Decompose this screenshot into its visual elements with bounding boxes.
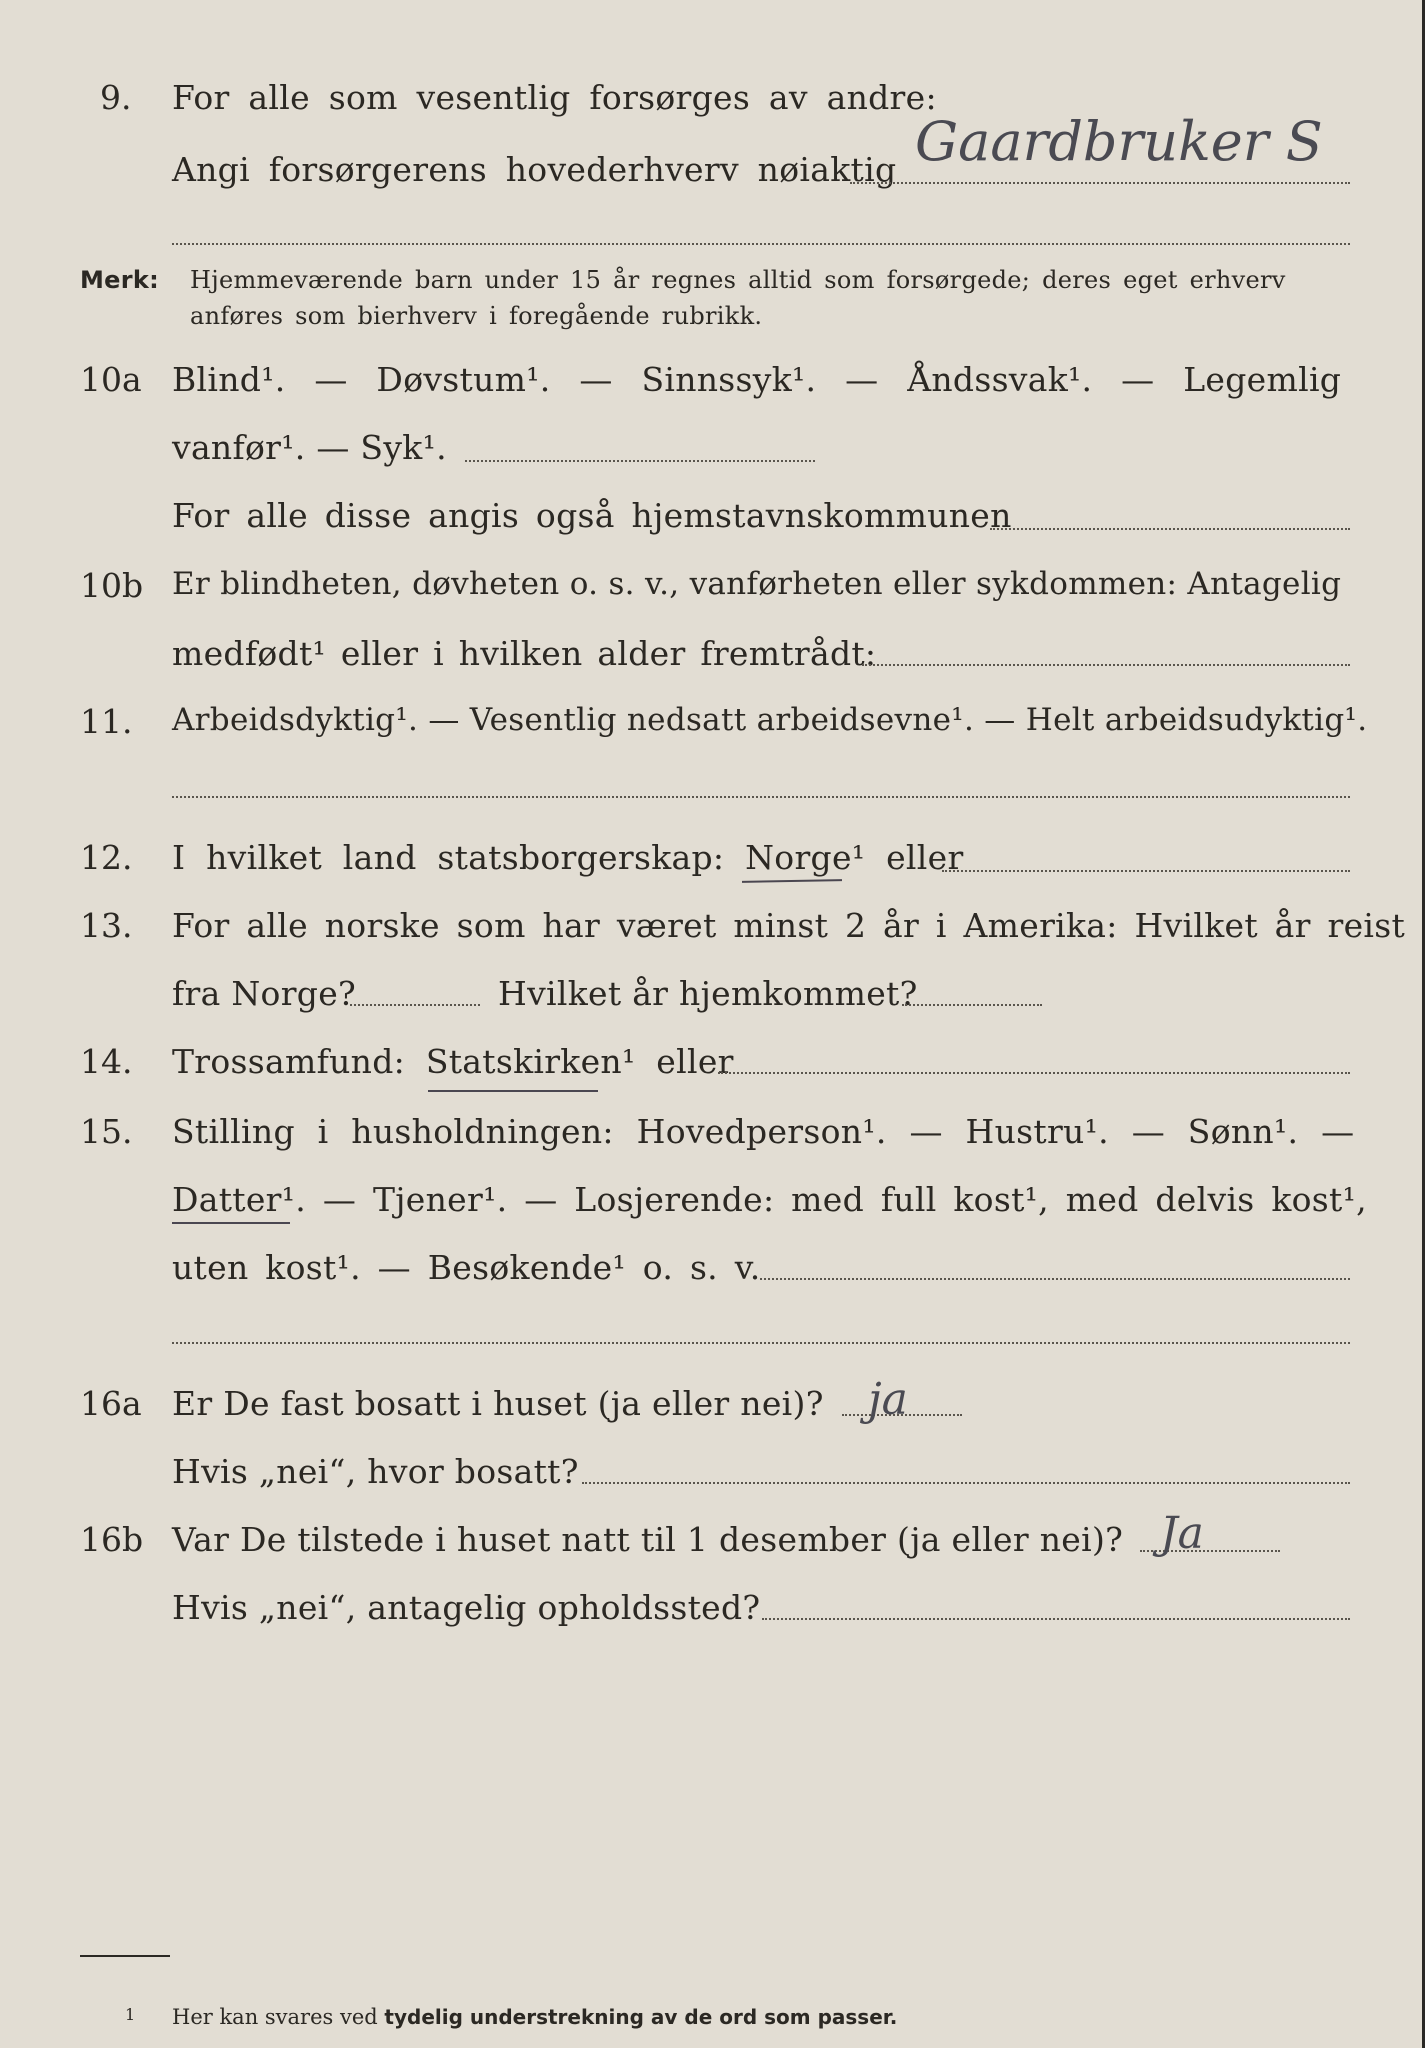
q12-answer-line: [942, 870, 1350, 872]
q15-answer-line: [760, 1278, 1350, 1280]
q9-handwritten-answer: Gaardbruker S: [915, 110, 1323, 173]
q16a-number: 16a: [80, 1384, 142, 1423]
q9-line2: Angi forsørgerens hovederhverv nøiaktig: [172, 150, 897, 189]
q15-datter-underline: [172, 1222, 290, 1224]
merk-line1: Hjemmeværende barn under 15 år regnes alltid som forsørgede; deres eget erhverv: [190, 266, 1286, 294]
q9-line1: For alle som vesentlig forsørges av andre:: [172, 78, 937, 117]
q11-line1: Arbeidsdyktig¹. — Vesentlig nedsatt arbeidsevne¹. — Helt arbeidsudyktig¹.: [172, 702, 1368, 738]
q10b-line1: Er blindheten, døvheten o. s. v., vanførheten eller sykdommen: Antagelig: [172, 566, 1342, 602]
q11-answer-line: [172, 796, 1350, 798]
q12-norge-underline: [742, 879, 842, 883]
q10b-line2: medfødt¹ eller i hvilken alder fremtrådt:: [172, 634, 877, 673]
q10b-answer-line: [862, 664, 1350, 666]
q16b-line1: Var De tilstede i huset natt til 1 desember (ja eller nei)?: [172, 1520, 1124, 1559]
q14-line1: Trossamfund: Statskirken¹ eller: [172, 1042, 734, 1081]
q10a-answer-line: [465, 460, 815, 462]
q12-line1: I hvilket land statsborgerskap: Norge¹ eller: [172, 838, 964, 877]
q16b-number: 16b: [80, 1520, 144, 1559]
q10a-home-line: [990, 528, 1350, 530]
q13-line2b: Hvilket år hjemkommet?: [498, 974, 918, 1013]
q13-number: 13.: [80, 906, 133, 945]
q14-answer-line: [718, 1072, 1350, 1074]
q10a-number: 10a: [80, 360, 142, 399]
footnote: [172, 2005, 897, 2029]
q9-number: 9.: [100, 78, 132, 117]
footnote-bold: tydelig understrekning av de ord som passer.: [384, 2005, 898, 2029]
footnote-marker: 1: [125, 2005, 136, 2024]
q11-number: 11.: [80, 702, 133, 741]
q10a-line2: vanfør¹. — Syk¹.: [172, 428, 447, 467]
merk-label: Merk:: [80, 266, 160, 294]
q15-extra-line: [172, 1342, 1350, 1344]
q16a-handwritten-answer: ja: [868, 1374, 908, 1425]
q10b-number: 10b: [80, 566, 144, 605]
q16a-line1: Er De fast bosatt i huset (ja eller nei)?: [172, 1384, 824, 1423]
q16a-location-line: [582, 1482, 1350, 1484]
q9-extra-line: [172, 243, 1350, 245]
q13-return-line: [902, 1004, 1042, 1006]
q15-number: 15.: [80, 1112, 133, 1151]
q10a-line3: For alle disse angis også hjemstavnskommunen: [172, 496, 1012, 535]
q15-line3: uten kost¹. — Besøkende¹ o. s. v.: [172, 1248, 761, 1287]
footnote-plain: Her kan svares ved: [172, 2005, 378, 2029]
q16b-location-line: [762, 1618, 1350, 1620]
q16b-handwritten-answer: Ja: [1160, 1508, 1204, 1559]
q13-line1: For alle norske som har været minst 2 år i Amerika: Hvilket år reist: [172, 906, 1406, 945]
q16b-line2: Hvis „nei“, antagelig opholdssted?: [172, 1588, 761, 1627]
q16a-line2: Hvis „nei“, hvor bosatt?: [172, 1452, 579, 1491]
q9-answer-line: [850, 182, 1350, 184]
q13-departure-line: [350, 1004, 480, 1006]
q15-line1: Stilling i husholdningen: Hovedperson¹. — Hustru¹. — Sønn¹. —: [172, 1112, 1355, 1151]
q10a-line1: Blind¹. — Døvstum¹. — Sinnssyk¹. — Åndssvak¹. — Legemlig: [172, 360, 1342, 399]
q14-number: 14.: [80, 1042, 133, 1081]
footnote-rule: [80, 1955, 170, 1957]
q15-line2: Datter¹. — Tjener¹. — Losjerende: med full kost¹, med delvis kost¹,: [172, 1180, 1367, 1219]
q12-number: 12.: [80, 838, 133, 877]
q14-statskirken-underline: [428, 1090, 598, 1092]
merk-line2: anføres som bierhverv i foregående rubrikk.: [190, 302, 763, 330]
q13-line2a: fra Norge?: [172, 974, 357, 1013]
